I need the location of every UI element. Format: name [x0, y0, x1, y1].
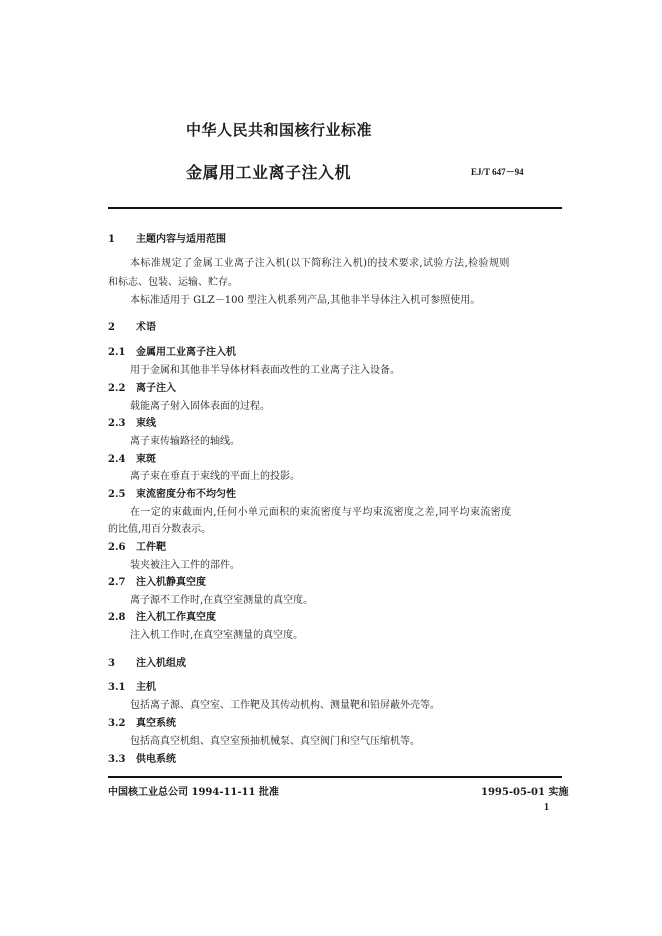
term-number: 2.3	[108, 418, 126, 429]
component-number: 3.2	[108, 718, 126, 729]
scope-paragraph-line2: 和标志、包装、运输、贮存。	[108, 277, 238, 288]
component-heading	[108, 714, 176, 729]
term-definition-continued: 的比值,用百分数表示。	[108, 524, 212, 535]
term-heading	[108, 450, 156, 465]
term-definition: 用于金属和其他非半导体材料表面改性的工业离子注入设备。	[130, 365, 400, 376]
component-title: 真空系统	[136, 718, 176, 729]
term-title: 工件靶	[136, 542, 166, 553]
implementation-date: 1995-05-01 实施	[481, 787, 569, 798]
term-heading	[108, 538, 166, 553]
term-definition: 注入机工作时,在真空室测量的真空度。	[130, 630, 304, 641]
component-number: 3.3	[108, 754, 126, 765]
term-number: 2.2	[108, 383, 126, 394]
term-number: 2.7	[108, 577, 126, 588]
term-title: 束流密度分布不均匀性	[136, 489, 236, 500]
component-heading	[108, 678, 156, 693]
scope-paragraph-line1: 本标准规定了金属工业离子注入机(以下简称注入机)的技术要求,试验方法,检验规则	[130, 258, 510, 269]
term-number: 2.5	[108, 489, 126, 500]
term-heading	[108, 608, 216, 623]
term-definition: 在一定的束截面内,任何小单元面积的束流密度与平均束流密度之差,同平均束流密度	[130, 507, 512, 518]
component-heading	[108, 750, 176, 765]
term-title: 注入机静真空度	[136, 577, 206, 588]
term-title: 离子注入	[136, 383, 176, 394]
term-definition: 离子束传输路径的轴线。	[130, 436, 240, 447]
component-number: 3.1	[108, 682, 126, 693]
standard-code: EJ/T 647－94	[471, 167, 524, 177]
section-title: 主题内容与适用范围	[136, 234, 226, 245]
term-title: 束斑	[136, 454, 156, 465]
component-title: 供电系统	[136, 754, 176, 765]
term-number: 2.6	[108, 542, 126, 553]
term-heading	[108, 343, 236, 358]
section-title: 术语	[136, 322, 156, 333]
document-title: 金属用工业离子注入机	[186, 163, 352, 182]
term-definition: 离子束在垂直于束线的平面上的投影。	[130, 471, 300, 482]
term-heading	[108, 573, 206, 588]
term-heading	[108, 379, 176, 394]
top-divider	[108, 207, 562, 209]
term-number: 2.8	[108, 612, 126, 623]
term-heading	[108, 414, 156, 429]
bottom-divider	[108, 776, 562, 778]
approval-note: 中国核工业总公司 1994-11-11 批准	[108, 787, 279, 798]
term-title: 束线	[136, 418, 156, 429]
term-definition: 离子源不工作时,在真空室测量的真空度。	[130, 595, 314, 606]
section-number: 3	[108, 658, 115, 669]
section-number: 1	[108, 234, 115, 245]
section-title: 注入机组成	[136, 658, 186, 669]
term-number: 2.4	[108, 454, 126, 465]
applicability-paragraph: 本标准适用于 GLZ－100 型注入机系列产品,其他非半导体注入机可参照使用。	[130, 295, 481, 306]
component-title: 主机	[136, 682, 156, 693]
term-title: 金属用工业离子注入机	[136, 347, 236, 358]
term-definition: 载能离子射入固体表面的过程。	[130, 401, 270, 412]
section-number: 2	[108, 322, 115, 333]
term-number: 2.1	[108, 347, 126, 358]
term-title: 注入机工作真空度	[136, 612, 216, 623]
term-definition: 装夹被注入工件的部件。	[130, 560, 240, 571]
standard-type: 中华人民共和国核行业标准	[186, 121, 373, 139]
section-3-heading	[108, 654, 186, 669]
section-1-heading	[108, 230, 226, 245]
page-number: 1	[544, 802, 549, 813]
component-definition: 包括离子源、真空室、工作靶及其传动机构、测量靶和铅屏蔽外壳等。	[130, 700, 440, 711]
term-heading	[108, 485, 236, 500]
component-definition: 包括高真空机组、真空室预抽机械泵、真空阀门和空气压缩机等。	[130, 736, 420, 747]
section-2-heading	[108, 318, 156, 333]
